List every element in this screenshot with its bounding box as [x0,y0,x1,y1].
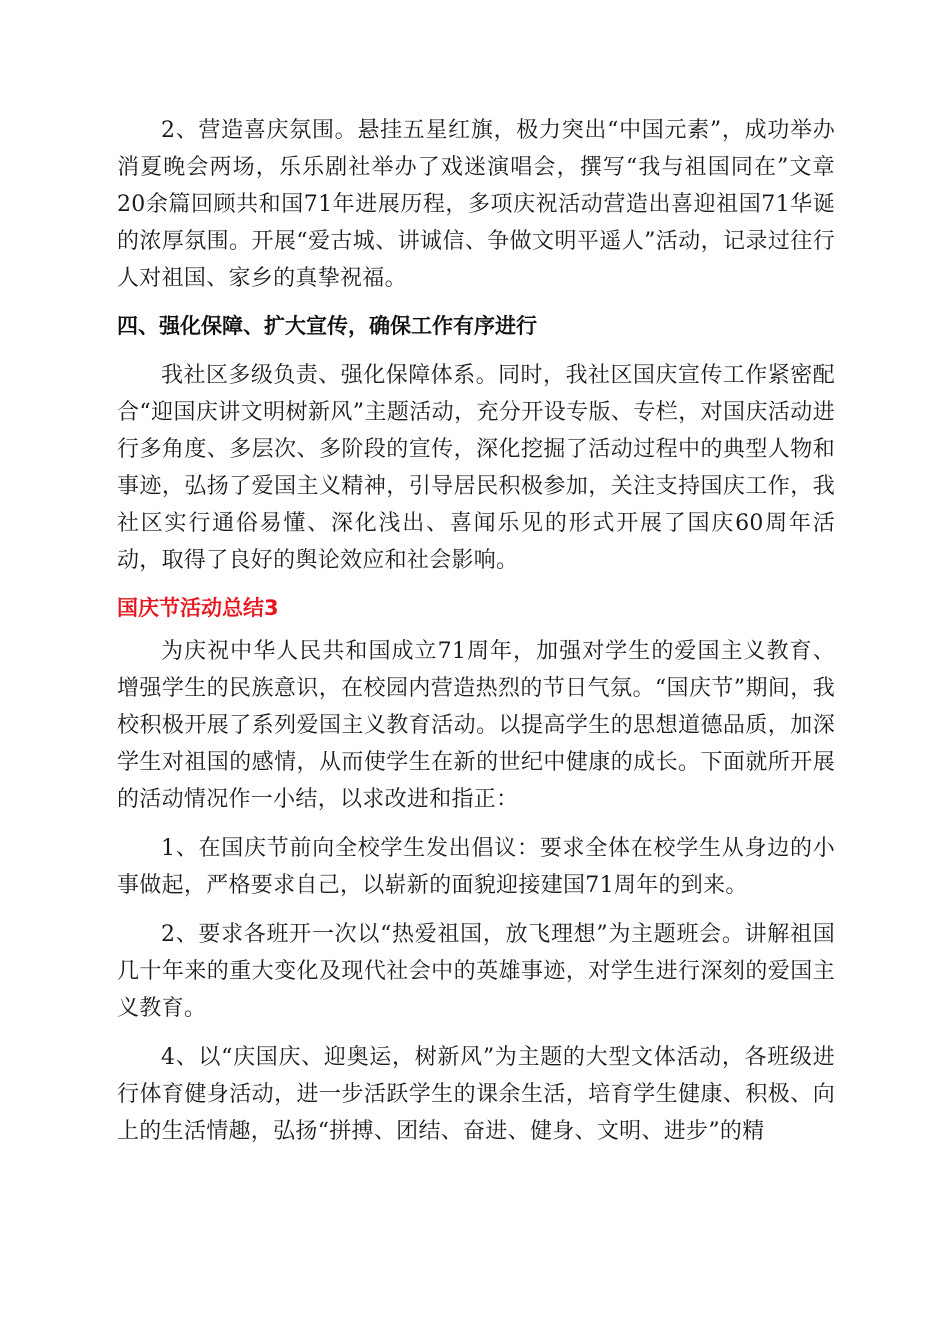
section-heading-4: 四、强化保障、扩大宣传，确保工作有序进行 [117,314,537,338]
paragraph-item-1: 1、在国庆节前向全校学生发出倡议：要求全体在校学生从身边的小事做起，严格要求自己，以崭新的面貌迎接建国71周年的到来。 [117,836,835,898]
paragraph-item-4: 4、以“庆国庆、迎奥运，树新风”为主题的大型文体活动，各班级进行体育健身活动，进一步活跃学生的课余生活，培育学生健康、积极、向上的生活情趣，弘扬“拼搏、团结、奋进、健身、文明、进步”的精 [117,1045,835,1144]
paragraph-intro: 为庆祝中华人民共和国成立71周年，加强对学生的爱国主义教育、增强学生的民族意识，在校园内营造热烈的节日气氛。“国庆节”期间，我校积极开展了系列爱国主义教育活动。以提高学生的思想道德品质，加深学生对祖国的感情，从而使学生在新的世纪中健康的成长。下面就所开展的活动情况作一小结，以求改进和指正： [117,639,835,812]
paragraph-atmosphere: 2、营造喜庆氛围。悬挂五星红旗，极力突出“中国元素”，成功举办消夏晚会两场，乐乐剧社举办了戏迷演唱会，撰写“我与祖国同在”文章20余篇回顾共和国71年进展历程，多项庆祝活动营造出喜迎祖国71华诞的浓厚氛围。开展“爱古城、讲诚信、争做文明平遥人”活动，记录过往行人对祖国、家乡的真挚祝福。 [117,118,835,291]
paragraph-publicity: 我社区多级负责、强化保障体系。同时，我社区国庆宣传工作紧密配合“迎国庆讲文明树新风”主题活动，充分开设专版、专栏，对国庆活动进行多角度、多层次、多阶段的宣传，深化挖掘了活动过程中的典型人物和事迹，弘扬了爱国主义精神，引导居民积极参加，关注支持国庆工作，我社区实行通俗易懂、深化浅出、喜闻乐见的形式开展了国庆60周年活动，取得了良好的舆论效应和社会影响。 [117,363,835,573]
paragraph-item-2: 2、要求各班开一次以“热爱祖国，放飞理想”为主题班会。讲解祖国几十年来的重大变化及现代社会中的英雄事迹，对学生进行深刻的爱国主义教育。 [117,922,835,1021]
summary-3-title: 国庆节活动总结3 [117,596,279,620]
document-body [117,112,835,1162]
